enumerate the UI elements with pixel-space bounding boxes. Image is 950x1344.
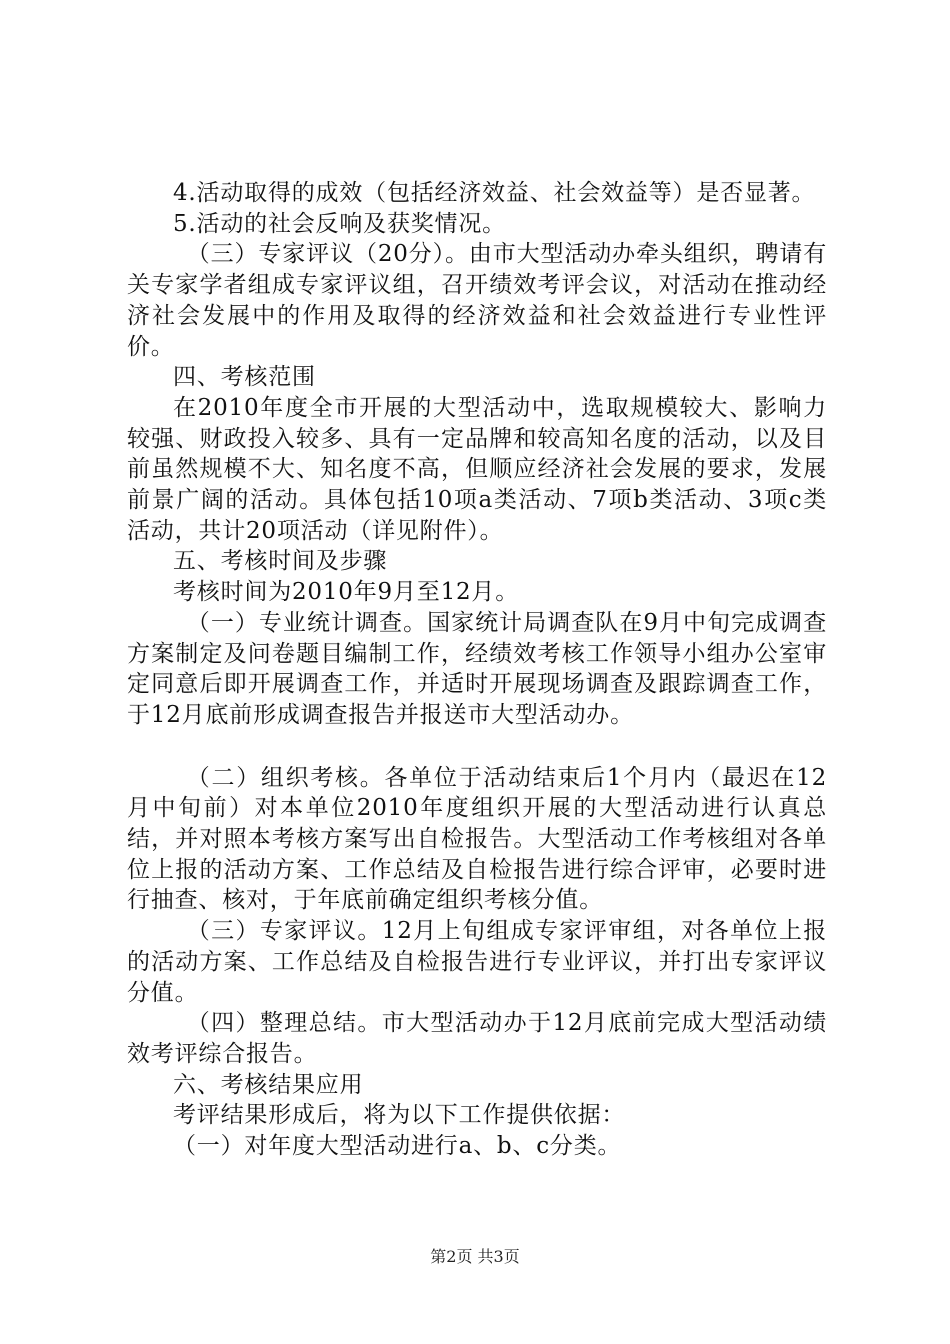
paragraph-expert-review: （三）专家评议（20分）。由市大型活动办牵头组织，聘请有关专家学者组成专家评议组，召开绩效考评会议，对活动在推动经济社会发展中的作用及取得的经济效益和社会效益进行专业性评价。 xyxy=(127,241,827,360)
section-heading-schedule: 五、考核时间及步骤 xyxy=(173,548,388,575)
paragraph-spacer xyxy=(127,731,827,763)
document-body xyxy=(127,178,827,1162)
section-heading-scope: 四、考核范围 xyxy=(173,364,316,391)
paragraph-results-intro: 考评结果形成后，将为以下工作提供依据： xyxy=(173,1102,626,1129)
paragraph-item-5: 5.活动的社会反响及获奖情况。 xyxy=(173,210,506,237)
paragraph-item-4: 4.活动取得的成效（包括经济效益、社会效益等）是否显著。 xyxy=(173,180,816,206)
page-number-footer: 第2页 共3页 xyxy=(430,1247,520,1266)
paragraph-results-1: （一）对年度大型活动进行a、b、c分类。 xyxy=(173,1133,622,1160)
paragraph-schedule-time: 考核时间为2010年9月至12月。 xyxy=(173,579,520,606)
paragraph-scope: 在2010年度全市开展的大型活动中，选取规模较大、影响力较强、财政投入较多、具有一定品牌和较高知名度的活动，以及目前虽然规模不大、知名度不高，但顺应经济社会发展的要求，发展前景广阔的活动。具体包括10项a类活动、7项b类活动、3项c类活动，共计20项活动（详见附件）。 xyxy=(127,394,827,544)
section-heading-results: 六、考核结果应用 xyxy=(173,1071,364,1098)
paragraph-step-1: （一）专业统计调查。国家统计局调查队在9月中旬完成调查方案制定及问卷题目编制工作，经绩效考核工作领导小组办公室审定同意后即开展调查工作，并适时开展现场调查及跟踪调查工作，于12月底前形成调查报告并报送市大型活动办。 xyxy=(127,609,827,728)
paragraph-step-3: （三）专家评议。12月上旬组成专家评审组，对各单位上报的活动方案、工作总结及自检报告进行专业评议，并打出专家评议分值。 xyxy=(127,918,827,1006)
paragraph-step-2: （二）组织考核。各单位于活动结束后1个月内（最迟在12月中旬前）对本单位2010年度组织开展的大型活动进行认真总结，并对照本考核方案写出自检报告。大型活动工作考核组对各单位上报的活动方案、工作总结及自检报告进行综合评审，必要时进行抽查、核对，于年底前确定组织考核分值。 xyxy=(127,764,827,914)
paragraph-step-4: （四）整理总结。市大型活动办于12月底前完成大型活动绩效考评综合报告。 xyxy=(127,1010,827,1067)
